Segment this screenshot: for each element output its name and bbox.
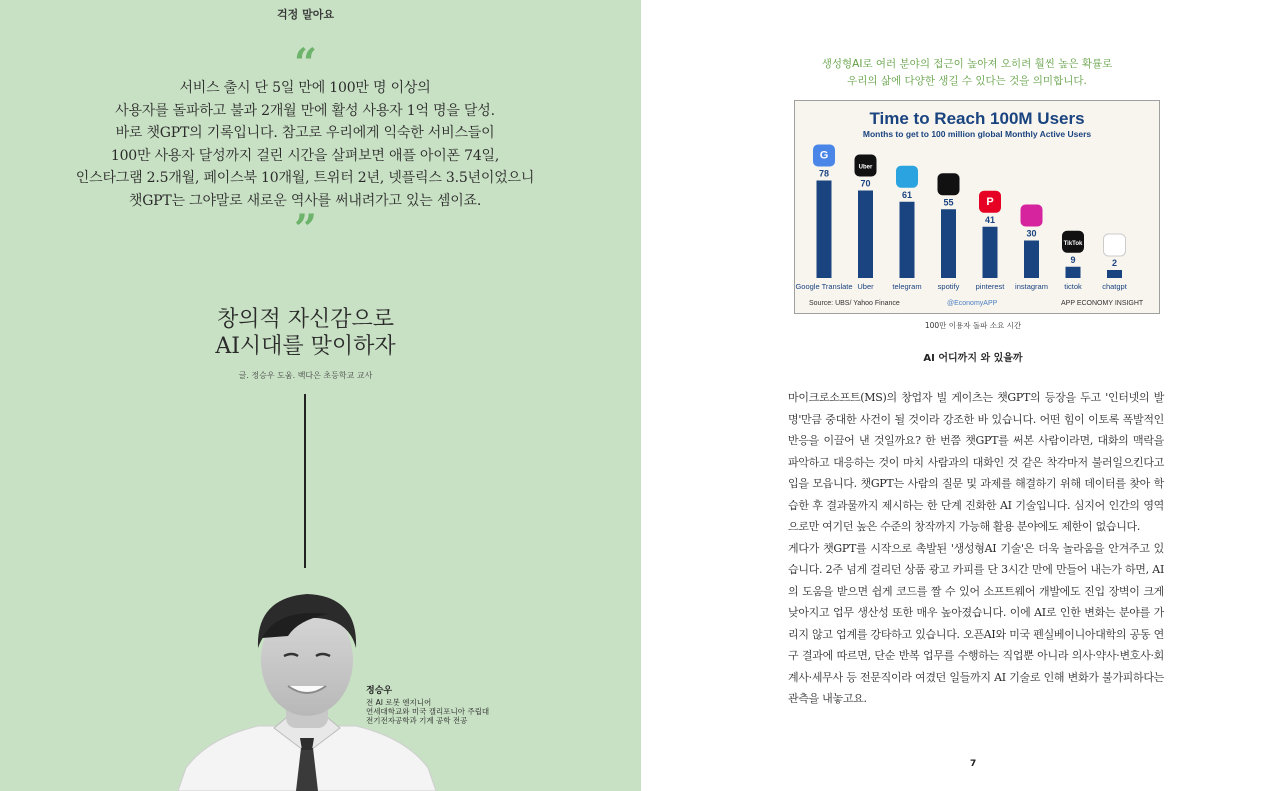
telegram-icon-bg (896, 166, 918, 188)
tiktok-icon-glyph: TikTok (1063, 240, 1083, 247)
chart-value-label: 70 (860, 178, 871, 189)
pinterest-icon-glyph: P (986, 195, 994, 208)
chart-category-label: tictok (1064, 282, 1082, 291)
spotify-icon-bg (938, 173, 960, 195)
chart-category-label: spotify (937, 282, 960, 291)
chart-value-label: 9 (1070, 254, 1076, 265)
divider-line (304, 394, 306, 568)
quote-line: 사용자를 돌파하고 불과 2개월 만에 활성 사용자 1억 명을 달성. (115, 102, 495, 119)
quote-line: 바로 챗GPT의 기록입니다. 참고로 우리에게 익숙한 서비스들이 (115, 125, 495, 141)
chart-subtitle: Months to get to 100 million global Monthly Active Users (862, 129, 1092, 139)
chatgpt-icon-bg (1104, 234, 1126, 256)
section-tag: 걱정 말아요 (277, 8, 334, 21)
author-name: 정승우 (366, 686, 393, 696)
chart-title: Time to Reach 100M Users (869, 109, 1085, 128)
quote-line: 서비스 출시 단 5일 만에 100만 명 이상의 (179, 80, 431, 96)
section-subhead: AI 어디까지 와 있을까 (923, 353, 1023, 364)
chart-category-label: instagram (1015, 282, 1048, 291)
chart-value-label: 30 (1026, 228, 1037, 239)
chart-bar (941, 209, 956, 278)
quote-line: 100만 사용자 달성까지 걸린 시간을 살펴보면 애플 아이폰 74일, (110, 147, 500, 164)
right-page (641, 0, 1280, 791)
title-line-2: AI시대를 맞이하자 (215, 334, 396, 359)
chart-category-label: chatgpt (1102, 282, 1127, 291)
close-quote-icon: ” (293, 206, 317, 253)
chart-category-label: Google Translate (795, 282, 853, 291)
byline: 글. 정승우 도움. 백다은 초등학교 교사 (238, 371, 373, 380)
instagram-icon (1021, 205, 1043, 227)
page-number: 7 (970, 759, 977, 769)
body-paragraph: 마이크로소프트(MS)의 창업자 빌 게이츠는 챗GPT의 등장을 두고 '인터넷의 발명'만큼 중대한 사건이 될 것이라 강조한 바 있습니다. 어떤 힘이 이토록 폭발적인 반응을 이끌어 낸 것일까요? 한 번쯤 챗GPT를 써본 사람이라면, 대화의 맥락을 파악하고 대응하는 것이 마치 사람과의 대화인 것 같은 착각마저 불러일으킨다고 입을 모읍니다. 챗GPT는 사람의 질문 및 과제를 해결하기 위해 데이터를 찾아 학습한 후 결과물까지 제시하는 한 단계 진화한 AI 기술입니다. 심지어 인간의 영역으로만 여기던 높은 수준의 창작까지 가능해 활용 분야에도 제한이 없습니다. (788, 391, 1164, 533)
chart-brand: APP ECONOMY INSIGHT (1061, 300, 1144, 307)
chart-category-label: Uber (857, 282, 874, 291)
quote-line: 인스타그램 2.5개월, 페이스북 10개월, 트위터 2년, 넷플릭스 3.5년이었으니 (75, 170, 535, 186)
quote-line: 챗GPT는 그야말로 새로운 역사를 써내려가고 있는 셈이죠. (128, 192, 482, 209)
pull-quote (40, 77, 570, 212)
title-line-1: 창의적 자신감으로 (216, 307, 394, 332)
caption-line-2: 우리의 삶에 다양한 생길 수 있다는 것을 의미합니다. (847, 75, 1087, 87)
author-bio (366, 683, 489, 725)
chart-category-label: telegram (892, 282, 922, 291)
telegram-icon (896, 166, 918, 188)
open-quote-icon: “ (293, 40, 317, 87)
bio-line: 연세대학교와 미국 캘리포니아 주립대 (366, 707, 490, 716)
chart-bar (817, 181, 832, 279)
chart-bar (1107, 270, 1122, 278)
chart-value-label: 2 (1111, 258, 1118, 268)
chart-handle: @EconomyAPP (947, 300, 998, 307)
google-translate-icon (813, 145, 835, 167)
chart-bar (858, 191, 873, 279)
article-title (0, 306, 611, 360)
chart-bar (983, 227, 998, 278)
chart-intro-caption (791, 56, 1143, 90)
chart-source: Source: UBS/ Yahoo Finance (809, 300, 900, 307)
chart-category-label: pinterest (975, 282, 1005, 291)
chart-value-label: 61 (901, 189, 913, 200)
chart-bar (900, 202, 915, 278)
chart-plot (795, 101, 1159, 313)
chart-bar (1066, 267, 1081, 278)
chart-caption: 100만 이용자 돌파 소요 시간 (924, 321, 1022, 330)
article-body (788, 387, 1164, 710)
chatgpt-icon (1104, 234, 1126, 256)
uber-icon (855, 155, 877, 177)
body-paragraph: 게다가 챗GPT를 시작으로 촉발된 '생성형AI 기술'은 더욱 놀라움을 안겨주고 있습니다. 2주 넘게 걸리던 상품 광고 카피를 단 3시간 만에 만들어 내는가 하면, AI의 도움을 받으면 쉽게 코드를 짤 수 있어 소프트웨어 개발에도 진입 장벽이 크게 낮아지고 업무 생산성 또한 매우 높아졌습니다. 이에 AI로 인한 변화는 분야를 가리지 않고 업계를 강타하고 있습니다. 오픈AI와 미국 펜실베이니아대학의 공동 연구 결과에 따르면, 단순 반복 업무를 수행하는 직업뿐 아니라 의사·약사·변호사·회계사·세무사 등 전문직이라 여겼던 일들까지 AI 기술로 인해 변화가 불가피하다는 관측을 내놓고요. (788, 541, 1164, 705)
spotify-icon (938, 173, 960, 195)
chart-bar (1024, 241, 1039, 279)
google-translate-icon-glyph: G (819, 149, 829, 162)
chart-value-label: 41 (984, 214, 996, 225)
tiktok-icon (1062, 231, 1084, 253)
bio-line: 전 AI 로봇 엔지니어 (366, 698, 432, 707)
instagram-icon-bg (1021, 205, 1043, 227)
chart-value-label: 55 (943, 197, 954, 208)
caption-line-1: 생성형AI로 여러 분야의 접근이 높아져 오히려 훨씬 높은 확률로 (821, 58, 1113, 70)
bar-chart (794, 100, 1160, 314)
bio-line: 전기전자공학과 기계 공학 전공 (366, 716, 468, 725)
pinterest-icon (979, 191, 1001, 213)
chart-value-label: 78 (818, 168, 830, 179)
uber-icon-glyph: Uber (858, 164, 873, 171)
